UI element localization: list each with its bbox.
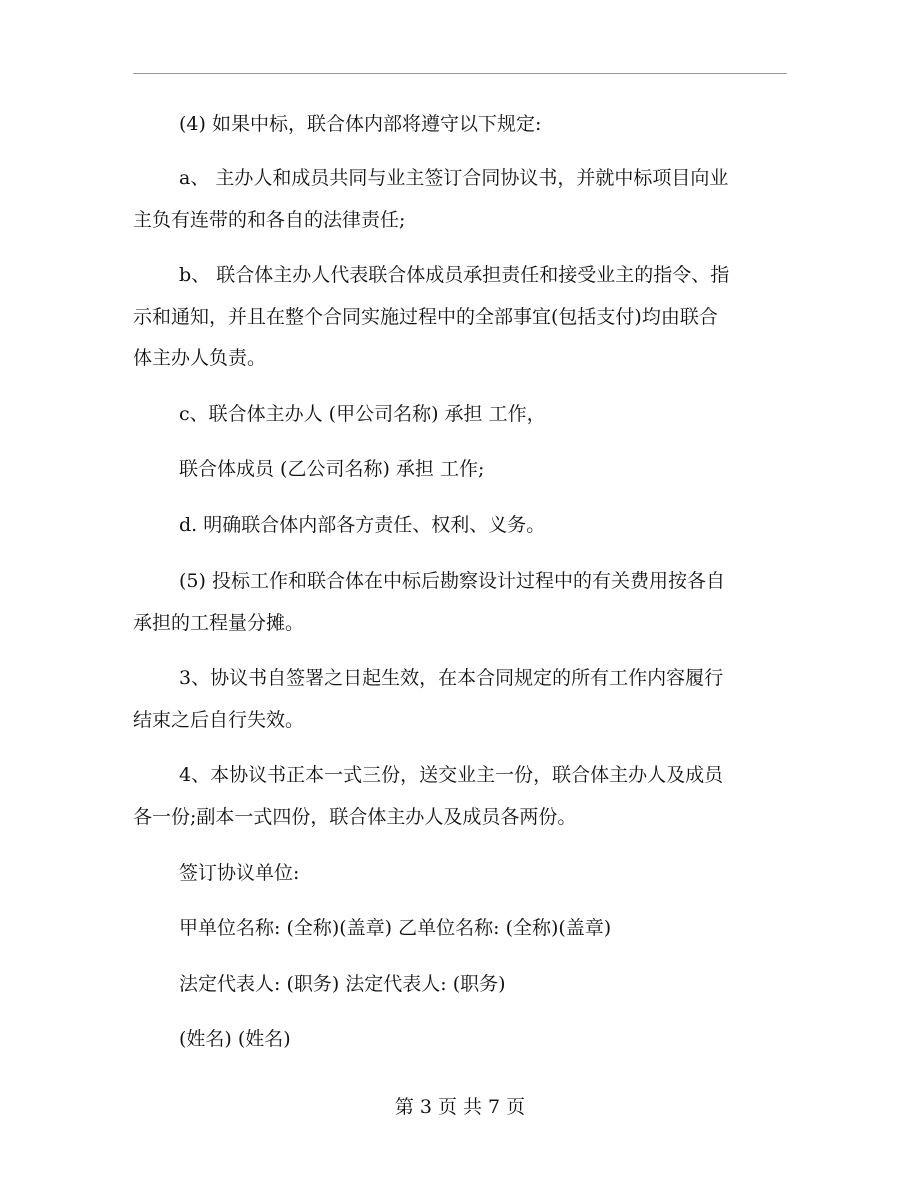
clause-a-line-2: 主负有连带的和各自的法律责任; — [133, 209, 406, 231]
clause-5-line-2: 承担的工程量分摊。 — [133, 612, 305, 634]
clause-c-line-2: 联合体成员 (乙公司名称) 承担 工作; — [179, 458, 485, 480]
clause-3-line-1: 3、协议书自签署之日起生效，在本合同规定的所有工作内容履行 — [179, 667, 724, 689]
clause-c-line-1: c、联合体主办人 (甲公司名称) 承担 工作， — [179, 403, 546, 425]
clause-4b-line-1: 4、本协议书正本一式三份，送交业主一份，联合体主办人及成员 — [179, 764, 724, 786]
clause-4b-line-2: 各一份;副本一式四份，联合体主办人及成员各两份。 — [133, 806, 577, 828]
clause-b-line-2: 示和通知，并且在整个合同实施过程中的全部事宜(包括支付)均由联合 — [133, 306, 718, 328]
unit-names-line: 甲单位名称: (全称)(盖章) 乙单位名称: (全称)(盖章) — [179, 917, 612, 939]
clause-4-heading: (4) 如果中标，联合体内部将遵守以下规定: — [179, 113, 542, 135]
page-number: 第 3 页 共 7 页 — [394, 1096, 526, 1118]
clause-a-line-1: a、 主办人和成员共同与业主签订合同协议书，并就中标项目向业 — [179, 167, 729, 189]
name-line: (姓名) (姓名) — [179, 1028, 291, 1050]
clause-5-line-1: (5) 投标工作和联合体在中标后勘察设计过程中的有关费用按各自 — [179, 570, 725, 592]
clause-d: d. 明确联合体内部各方责任、权利、义务。 — [179, 514, 546, 536]
signing-units-label: 签订协议单位: — [179, 862, 300, 884]
clause-3-line-2: 结束之后自行失效。 — [133, 709, 305, 731]
header-rule — [133, 73, 787, 74]
legal-representative-line: 法定代表人: (职务) 法定代表人: (职务) — [179, 973, 506, 995]
clause-b-line-1: b、 联合体主办人代表联合体成员承担责任和接受业主的指令、指 — [179, 264, 730, 286]
clause-b-line-3: 体主办人负责。 — [133, 347, 267, 369]
